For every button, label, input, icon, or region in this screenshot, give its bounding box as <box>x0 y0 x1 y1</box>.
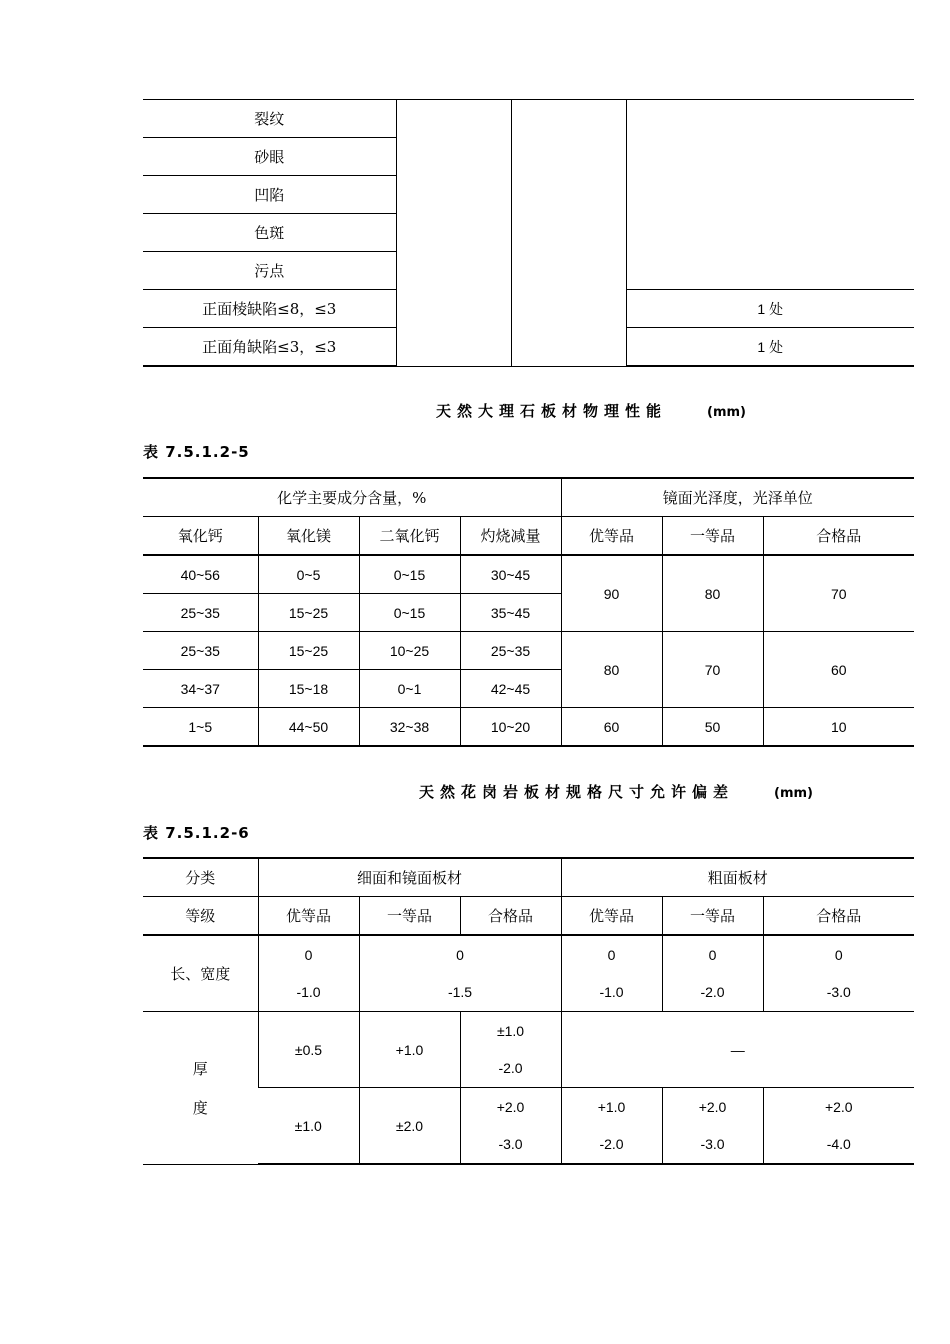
table-header-row <box>143 517 914 556</box>
column-header: 灼烧减量 <box>460 517 561 556</box>
column-header: 氧化镁 <box>258 517 359 556</box>
table-cell: 60 <box>561 708 662 747</box>
table-cell: 35~45 <box>460 594 561 632</box>
table-cell: 0 -2.0 <box>662 935 763 1012</box>
table-cell: 0~5 <box>258 555 359 594</box>
table-cell: 25~35 <box>143 632 258 670</box>
table-cell: 15~18 <box>258 670 359 708</box>
table-cell: 25~35 <box>460 632 561 670</box>
column-header: 优等品 <box>561 897 662 936</box>
column-header: 等级 <box>143 897 258 936</box>
table-header-row <box>143 858 914 897</box>
table-cell: 70 <box>662 632 763 708</box>
column-header: 优等品 <box>258 897 359 936</box>
table-cell: 10 <box>763 708 914 747</box>
table-cell: 10~25 <box>359 632 460 670</box>
table-cell: +1.0 -2.0 <box>561 1088 662 1165</box>
defects-table <box>143 99 914 367</box>
table-row <box>143 935 914 1012</box>
table-cell: +1.0 <box>359 1012 460 1088</box>
column-header: 一等品 <box>662 517 763 556</box>
table-cell: 15~25 <box>258 632 359 670</box>
table-cell: 80 <box>561 632 662 708</box>
table-cell: ±1.0 -2.0 <box>460 1012 561 1088</box>
column-header: 一等品 <box>662 897 763 936</box>
column-header: 合格品 <box>763 897 914 936</box>
table-header-row <box>143 478 914 517</box>
table-row <box>143 1088 914 1165</box>
table-cell: 42~45 <box>460 670 561 708</box>
table-row <box>143 708 914 747</box>
row-label: 厚 度 <box>143 1012 258 1165</box>
group-header: 镜面光泽度，光泽单位 <box>561 478 914 517</box>
column-header: 合格品 <box>460 897 561 936</box>
defect-label: 砂眼 <box>143 138 396 176</box>
table-number: 表 7.5.1.2-6 <box>143 824 250 842</box>
column-header: 二氧化钙 <box>359 517 460 556</box>
table-cell: ±0.5 <box>258 1012 359 1088</box>
table-cell: 40~56 <box>143 555 258 594</box>
defect-label: 凹陷 <box>143 176 396 214</box>
table-number: 表 7.5.1.2-5 <box>143 443 250 461</box>
defect-label: 正面棱缺陷≤8，≤3 <box>143 290 396 328</box>
group-header: 细面和镜面板材 <box>258 858 561 897</box>
table-cell: 25~35 <box>143 594 258 632</box>
table-cell: +2.0 -4.0 <box>763 1088 914 1165</box>
table-cell: — <box>561 1012 914 1088</box>
column-header: 一等品 <box>359 897 460 936</box>
table-cell: 44~50 <box>258 708 359 747</box>
table-cell: 30~45 <box>460 555 561 594</box>
table-cell: 90 <box>561 555 662 632</box>
table-header-row <box>143 897 914 936</box>
table-cell: 0~1 <box>359 670 460 708</box>
table-cell: 32~38 <box>359 708 460 747</box>
defect-count: 1 处 <box>626 328 914 367</box>
column-header: 氧化钙 <box>143 517 258 556</box>
table-cell: 15~25 <box>258 594 359 632</box>
table-cell: 34~37 <box>143 670 258 708</box>
defect-label: 正面角缺陷≤3，≤3 <box>143 328 396 367</box>
column-header: 合格品 <box>763 517 914 556</box>
section-title: 天然大理石板材物理性能 (mm) <box>436 402 746 420</box>
defect-count: 1 处 <box>626 290 914 328</box>
table-cell: +2.0 -3.0 <box>662 1088 763 1165</box>
table-row <box>143 1012 914 1088</box>
table-row <box>143 632 914 670</box>
table-cell: 0 -3.0 <box>763 935 914 1012</box>
table-cell: 80 <box>662 555 763 632</box>
table-cell: 10~20 <box>460 708 561 747</box>
table-cell: ±2.0 <box>359 1088 460 1165</box>
table-cell: 60 <box>763 632 914 708</box>
table-row <box>143 555 914 594</box>
defect-label: 污点 <box>143 252 396 290</box>
table-cell: 1~5 <box>143 708 258 747</box>
table-cell: 0 -1.0 <box>561 935 662 1012</box>
table-cell: +2.0 -3.0 <box>460 1088 561 1165</box>
table-row <box>143 100 914 138</box>
table-cell: 0 -1.0 <box>258 935 359 1012</box>
table-cell: 0~15 <box>359 594 460 632</box>
column-header: 分类 <box>143 858 258 897</box>
table-cell: 0 -1.5 <box>359 935 561 1012</box>
table-cell: 50 <box>662 708 763 747</box>
table-cell: 0~15 <box>359 555 460 594</box>
group-header: 粗面板材 <box>561 858 914 897</box>
table-cell: ±1.0 <box>258 1088 359 1165</box>
column-header: 优等品 <box>561 517 662 556</box>
defect-label: 裂纹 <box>143 100 396 138</box>
section-title: 天然花岗岩板材规格尺寸允许偏差 (mm) <box>419 783 813 801</box>
granite-tolerance-table <box>143 857 914 1165</box>
defect-label: 色斑 <box>143 214 396 252</box>
table-cell: 70 <box>763 555 914 632</box>
group-header: 化学主要成分含量，% <box>143 478 561 517</box>
row-label: 长、宽度 <box>143 935 258 1012</box>
marble-properties-table <box>143 477 914 747</box>
